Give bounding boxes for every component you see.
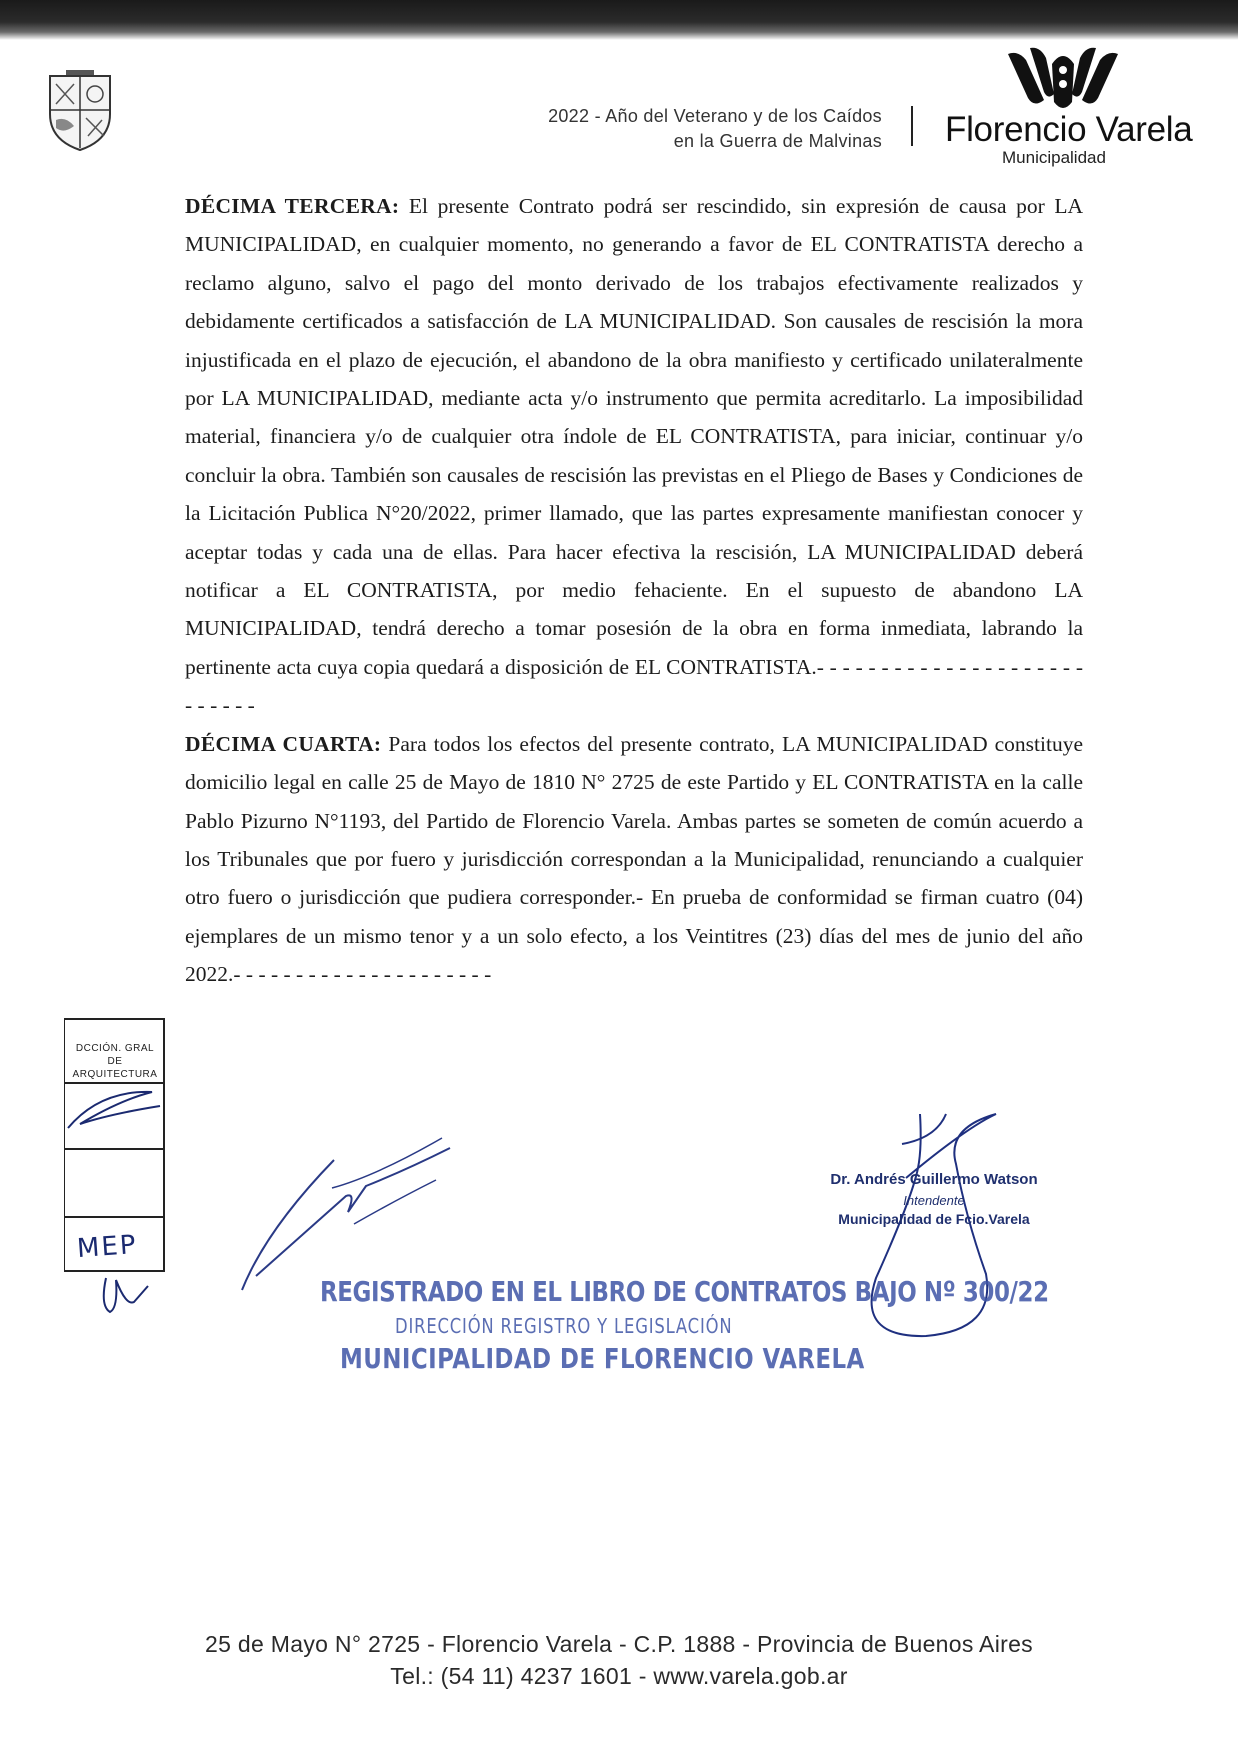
side-stamp-title: DCCIÓN. GRAL DE ARQUITECTURA: [72, 1043, 158, 1080]
logo-name: Florencio Varela: [945, 110, 1193, 149]
official-name: Dr. Andrés Guillermo Watson: [830, 1171, 1038, 1188]
logo-subtitle: Municipalidad: [1002, 148, 1106, 167]
clause-13-title: DÉCIMA TERCERA:: [185, 194, 400, 218]
registry-line-2: DIRECCIÓN REGISTRO Y LEGISLACIÓN: [395, 1314, 733, 1338]
stamp-initials: MEP: [76, 1229, 139, 1265]
header-divider: [911, 106, 913, 146]
registry-line-1: REGISTRADO EN EL LIBRO DE CONTRATOS BAJO Nº 300/22: [320, 1275, 1049, 1308]
scan-edge: [0, 0, 1238, 40]
initial-scribble: [96, 1266, 156, 1326]
clause-14-text: Para todos los efectos del presente contrato, LA MUNICIPALIDAD constituye domicilio legal en calle 25 de Mayo de 1810 N° 2725 de este Partido y EL CONTRATISTA en la calle Pablo Pizurno N°1193, del Partido de Florencio Varela. Ambas partes se someten de común acuerdo a los Tribunales que por fuero y jurisdicción correspondan a la Municipalidad, renunciando a cualquier otro fuero o jurisdicción que pudiera corresponder.- En prueba de conformidad se firman cuatro (04) ejemplares de un mismo tenor y a un solo efecto, a los Veintitres (23) días del mes de junio del año 2022.- - - - - - - - - - - - - - - - - - - - -: [185, 731, 1084, 987]
contractor-signature: [236, 1120, 466, 1300]
architecture-approval-stamp: [64, 1018, 165, 1272]
motto-line-2: en la Guerra de Malvinas: [673, 131, 882, 151]
clause-14: [185, 725, 1083, 994]
stamp-row-divider: [65, 1216, 163, 1218]
clause-13-text: El presente Contrato podrá ser rescindido, sin expresión de causa por LA MUNICIPALIDAD, en cualquier momento, no generando a favor de EL CONTRATISTA derecho a reclamo alguno, salvo el pago del monto derivado de los trabajos efectivamente realizados y debidamente certificados a satisfacción de LA MUNICIPALIDAD. Son causales de rescisión la mora injustificada en el plazo de ejecución, el abandono de la obra manifiesto y certificado unilateralmente por LA MUNICIPALIDAD, mediante acta y/o instrumento que permita acreditarlo. La imposibilidad material, financiera y/o de cualquier otra índole de EL CONTRATISTA, para iniciar, continuar y/o concluir la obra. También son causales de rescisión las previstas en el Pliego de Bases y Condiciones de la Licitación Publica N°20/2022, primer llamado, que las partes expresamente manifiestan conocer y aceptar todas y cada una de ellas. Para hacer efectiva la rescisión, LA MUNICIPALIDAD deberá notificar a EL CONTRATISTA, por medio fehaciente. En el supuesto de abandono LA MUNICIPALIDAD, tendrá derecho a tomar posesión de la obra en forma inmediata, labrando la pertinente acta cuya copia quedará a disposición de EL CONTRATISTA.- - - - - - - - - - - - - - - - - - - - - - - - - - -: [185, 194, 1084, 718]
municipal-crest-icon: [44, 70, 116, 152]
header-motto: [548, 104, 882, 154]
stamp-row-divider: [65, 1082, 163, 1084]
footer-address: 25 de Mayo N° 2725 - Florencio Varela - C.P. 1888 - Provincia de Buenos Aires: [205, 1631, 1033, 1657]
motto-line-1: 2022 - Año del Veterano y de los Caídos: [548, 106, 882, 126]
official-role: Intendente: [903, 1193, 965, 1208]
contract-body: [185, 187, 1083, 994]
official-org: Municipalidad de Fcio.Varela: [838, 1211, 1030, 1227]
clause-13: [185, 187, 1083, 725]
clause-14-title: DÉCIMA CUARTA:: [185, 731, 382, 756]
florencio-varela-logo-icon: [1004, 44, 1122, 116]
stamp-row-divider: [65, 1148, 163, 1150]
footer-contact: Tel.: (54 11) 4237 1601 - www.varela.gob.ar: [390, 1663, 848, 1689]
contract-registry-stamp: [320, 1275, 1049, 1375]
mayor-seal: [824, 1170, 1044, 1229]
registry-line-3: MUNICIPALIDAD DE FLORENCIO VARELA: [340, 1342, 865, 1375]
